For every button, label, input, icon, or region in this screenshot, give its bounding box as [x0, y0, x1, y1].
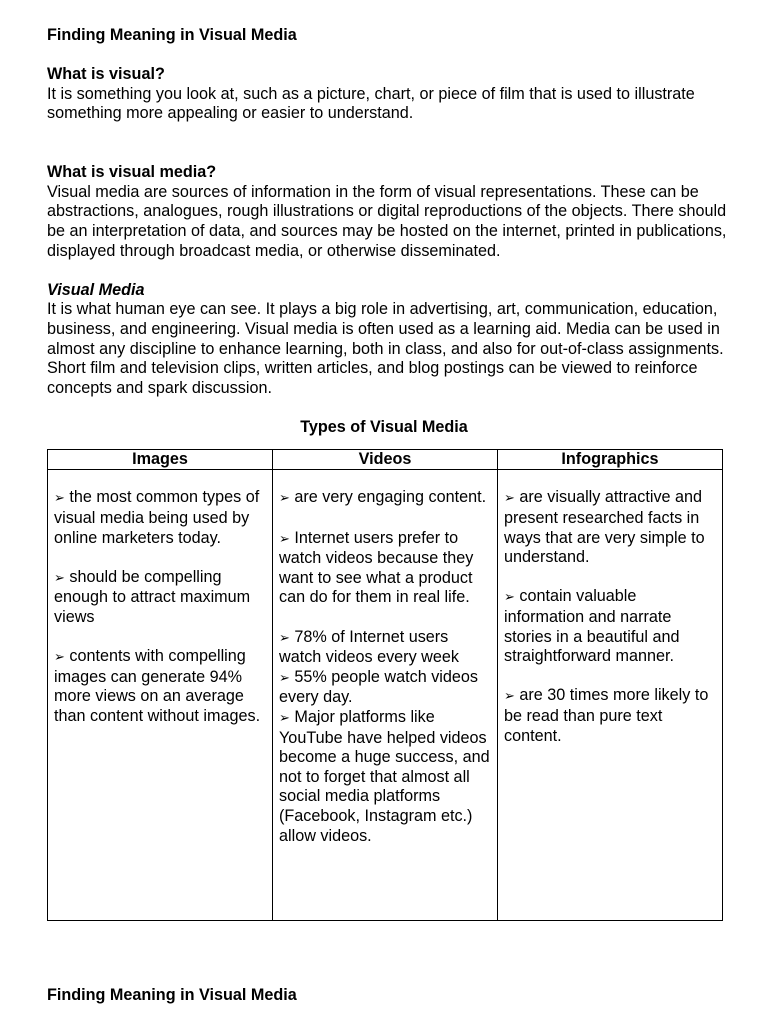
cell-images [48, 470, 273, 921]
arrow-bullet-icon: ➢ [504, 689, 515, 705]
document-title: Finding Meaning in Visual Media [47, 26, 297, 44]
list-item [279, 708, 491, 846]
bullet-text: Internet users prefer to watch videos because they want to see what a product can do for them in real life. [279, 528, 474, 607]
arrow-bullet-icon: ➢ [54, 570, 65, 586]
list-item [54, 568, 266, 628]
table-header-row [48, 450, 723, 470]
arrow-bullet-icon: ➢ [504, 491, 515, 507]
arrow-bullet-icon: ➢ [279, 711, 290, 726]
bullet-text: should be compelling enough to attract maximum views [54, 567, 251, 627]
heading-what-is-visual-media: What is visual media? [47, 163, 217, 182]
arrow-bullet-icon: ➢ [279, 491, 290, 507]
table-caption: Types of Visual Media [300, 417, 468, 436]
list-item [54, 488, 266, 548]
column-header-videos: Videos [273, 450, 498, 470]
bullet-text: are visually attractive and present researched facts in ways that are very simple to understand. [504, 488, 705, 567]
next-page-title: Finding Meaning in Visual Media [47, 986, 297, 1005]
column-header-images: Images [48, 450, 273, 470]
column-header-infographics: Infographics [498, 450, 723, 470]
bullet-text: contents with compelling images can generate 94% more views on an average than content without images. [54, 647, 261, 725]
list-item [504, 587, 716, 666]
arrow-bullet-icon: ➢ [279, 670, 290, 686]
document-page [47, 26, 727, 921]
heading-visual-media: Visual Media [47, 280, 145, 299]
bullet-text: contain valuable information and narrate stories in a beautiful and straightforward manner. [504, 587, 680, 666]
bullet-text: are 30 times more likely to be read than pure text content. [504, 686, 709, 745]
bullet-text: 55% people watch videos every day. [279, 667, 478, 707]
arrow-bullet-icon: ➢ [279, 630, 290, 646]
list-item [279, 628, 491, 668]
arrow-bullet-icon: ➢ [279, 531, 290, 547]
arrow-bullet-icon: ➢ [54, 650, 65, 666]
bullet-text: 78% of Internet users watch videos every week [279, 627, 459, 667]
list-item [279, 488, 491, 509]
list-item [504, 488, 716, 567]
bullet-text: are very engaging content. [294, 488, 487, 507]
paragraph-visual-media: It is what human eye can see. It plays a big role in advertising, art, communication, education, business, and engineering. Visual media is often used as a learning aid. Media can be used in almost any discipline to enhance learning, both in class, and also for out-of-class assignments. Short film and television clips, written articles, and blog postings can be viewed to reinforce concepts and spark discussion. [47, 300, 724, 397]
bullet-text: the most common types of visual media being used by online marketers today. [54, 488, 260, 547]
paragraph-what-is-visual: It is something you look at, such as a picture, chart, or piece of film that is used to illustrate something more appealing or easier to understand. [47, 84, 695, 123]
list-item [54, 647, 266, 726]
arrow-bullet-icon: ➢ [54, 491, 65, 507]
list-item [279, 529, 491, 608]
table-row [48, 470, 723, 921]
visual-media-types-table [47, 449, 723, 921]
paragraph-what-is-visual-media: Visual media are sources of information in the form of visual representations. These can be abstractions, analogues, rough illustrations or digital reproductions of the objects. There should be an interpretation of data, and sources may be hosted on the internet, printed in publications, displayed through broadcast media, or otherwise disseminated. [47, 182, 727, 260]
list-item [504, 686, 716, 746]
cell-infographics [498, 470, 723, 921]
arrow-bullet-icon: ➢ [504, 590, 515, 606]
heading-what-is-visual: What is visual? [47, 65, 165, 84]
bullet-text: Major platforms like YouTube have helped videos become a huge success, and not to forget that almost all social media platforms (Facebook, Instagram etc.) allow videos. [279, 708, 490, 845]
list-item [279, 668, 491, 708]
cell-videos [273, 470, 498, 921]
